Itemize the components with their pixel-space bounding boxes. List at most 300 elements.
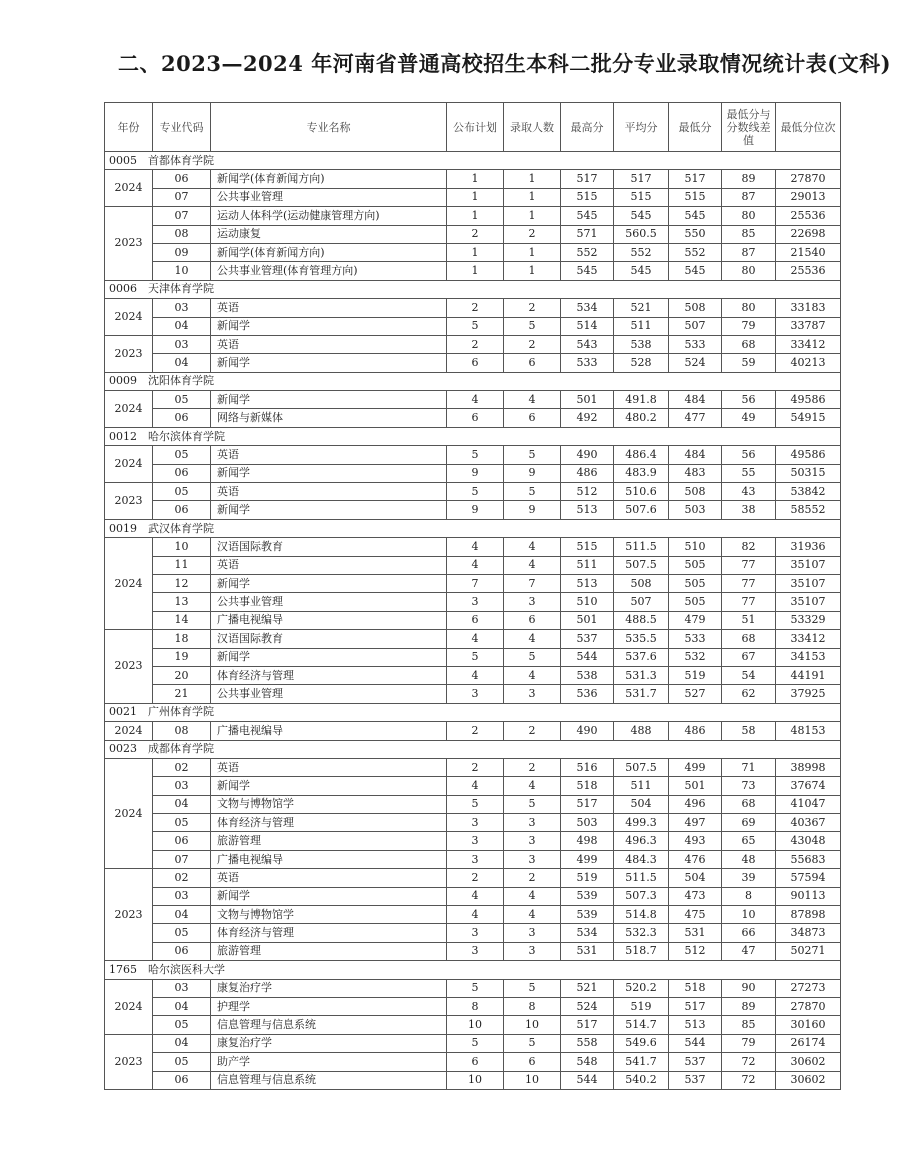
min-rank-cell: 25536 xyxy=(776,262,841,280)
min-score-cell: 473 xyxy=(669,887,722,905)
table-row xyxy=(105,666,841,684)
major-code-cell: 05 xyxy=(153,924,211,942)
max-score-cell: 515 xyxy=(561,538,614,556)
min-diff-cell: 55 xyxy=(722,464,776,482)
min-rank-cell: 30602 xyxy=(776,1053,841,1071)
avg-score-cell: 528 xyxy=(614,354,669,372)
min-diff-cell: 10 xyxy=(722,906,776,924)
table-row xyxy=(105,1053,841,1071)
table-row xyxy=(105,188,841,206)
admitted-cell: 4 xyxy=(504,538,561,556)
year-cell: 2024 xyxy=(105,170,153,207)
min-diff-cell: 65 xyxy=(722,832,776,850)
table-row xyxy=(105,299,841,317)
major-name-cell: 新闻学 xyxy=(211,777,447,795)
min-score-cell: 508 xyxy=(669,483,722,501)
plan-cell: 6 xyxy=(447,611,504,629)
plan-cell: 3 xyxy=(447,814,504,832)
table-row xyxy=(105,685,841,703)
plan-cell: 10 xyxy=(447,1016,504,1034)
major-name-cell: 文物与博物馆学 xyxy=(211,795,447,813)
major-code-cell: 21 xyxy=(153,685,211,703)
max-score-cell: 539 xyxy=(561,887,614,905)
major-code-cell: 05 xyxy=(153,483,211,501)
admitted-cell: 1 xyxy=(504,243,561,261)
avg-score-cell: 515 xyxy=(614,188,669,206)
max-score-cell: 517 xyxy=(561,170,614,188)
header-major-code: 专业代码 xyxy=(153,103,211,152)
major-name-cell: 旅游管理 xyxy=(211,832,447,850)
min-score-cell: 531 xyxy=(669,924,722,942)
max-score-cell: 558 xyxy=(561,1034,614,1052)
avg-score-cell: 484.3 xyxy=(614,850,669,868)
major-code-cell: 20 xyxy=(153,666,211,684)
plan-cell: 2 xyxy=(447,225,504,243)
major-name-cell: 汉语国际教育 xyxy=(211,538,447,556)
table-row xyxy=(105,942,841,960)
plan-cell: 4 xyxy=(447,391,504,409)
plan-cell: 5 xyxy=(447,317,504,335)
table-row xyxy=(105,630,841,648)
max-score-cell: 534 xyxy=(561,299,614,317)
avg-score-cell: 538 xyxy=(614,335,669,353)
admitted-cell: 2 xyxy=(504,299,561,317)
avg-score-cell: 480.2 xyxy=(614,409,669,427)
min-score-cell: 517 xyxy=(669,997,722,1015)
min-diff-cell: 62 xyxy=(722,685,776,703)
min-score-cell: 499 xyxy=(669,758,722,776)
min-score-cell: 497 xyxy=(669,814,722,832)
min-rank-cell: 27273 xyxy=(776,979,841,997)
min-score-cell: 496 xyxy=(669,795,722,813)
plan-cell: 3 xyxy=(447,924,504,942)
avg-score-cell: 521 xyxy=(614,299,669,317)
plan-cell: 1 xyxy=(447,170,504,188)
min-rank-cell: 57594 xyxy=(776,869,841,887)
plan-cell: 2 xyxy=(447,299,504,317)
school-row xyxy=(105,372,841,390)
avg-score-cell: 491.8 xyxy=(614,391,669,409)
header-major-name: 专业名称 xyxy=(211,103,447,152)
admitted-cell: 5 xyxy=(504,795,561,813)
page-title: 二、2023—2024 年河南省普通高校招生本科二批分专业录取情况统计表(文科) xyxy=(118,51,892,76)
min-rank-cell: 35107 xyxy=(776,574,841,592)
year-cell: 2023 xyxy=(105,869,153,961)
major-name-cell: 体育经济与管理 xyxy=(211,814,447,832)
min-score-cell: 532 xyxy=(669,648,722,666)
major-name-cell: 信息管理与信息系统 xyxy=(211,1016,447,1034)
major-name-cell: 运动康复 xyxy=(211,225,447,243)
avg-score-cell: 499.3 xyxy=(614,814,669,832)
year-cell: 2024 xyxy=(105,446,153,483)
major-name-cell: 康复治疗学 xyxy=(211,1034,447,1052)
min-score-cell: 508 xyxy=(669,299,722,317)
min-rank-cell: 48153 xyxy=(776,722,841,740)
admitted-cell: 4 xyxy=(504,777,561,795)
header-admitted: 录取人数 xyxy=(504,103,561,152)
avg-score-cell: 504 xyxy=(614,795,669,813)
major-name-cell: 新闻学 xyxy=(211,887,447,905)
admitted-cell: 4 xyxy=(504,887,561,905)
min-score-cell: 524 xyxy=(669,354,722,372)
avg-score-cell: 486.4 xyxy=(614,446,669,464)
table-row xyxy=(105,335,841,353)
min-diff-cell: 58 xyxy=(722,722,776,740)
min-diff-cell: 71 xyxy=(722,758,776,776)
major-code-cell: 07 xyxy=(153,188,211,206)
admitted-cell: 9 xyxy=(504,464,561,482)
major-name-cell: 英语 xyxy=(211,299,447,317)
min-diff-cell: 56 xyxy=(722,446,776,464)
table-row xyxy=(105,556,841,574)
max-score-cell: 499 xyxy=(561,850,614,868)
major-name-cell: 广播电视编导 xyxy=(211,611,447,629)
table-row xyxy=(105,262,841,280)
major-code-cell: 03 xyxy=(153,777,211,795)
major-name-cell: 英语 xyxy=(211,869,447,887)
major-name-cell: 护理学 xyxy=(211,997,447,1015)
plan-cell: 3 xyxy=(447,832,504,850)
table-row xyxy=(105,354,841,372)
max-score-cell: 513 xyxy=(561,501,614,519)
plan-cell: 5 xyxy=(447,795,504,813)
min-score-cell: 517 xyxy=(669,170,722,188)
admitted-cell: 2 xyxy=(504,335,561,353)
max-score-cell: 492 xyxy=(561,409,614,427)
school-row xyxy=(105,427,841,445)
plan-cell: 4 xyxy=(447,538,504,556)
major-name-cell: 新闻学(体育新闻方向) xyxy=(211,243,447,261)
header-year: 年份 xyxy=(105,103,153,152)
admitted-cell: 1 xyxy=(504,262,561,280)
school-name: 1765 哈尔滨医科大学 xyxy=(105,961,841,979)
max-score-cell: 501 xyxy=(561,611,614,629)
max-score-cell: 571 xyxy=(561,225,614,243)
major-code-cell: 06 xyxy=(153,170,211,188)
plan-cell: 1 xyxy=(447,243,504,261)
min-rank-cell: 33183 xyxy=(776,299,841,317)
school-name: 0019 武汉体育学院 xyxy=(105,519,841,537)
major-name-cell: 体育经济与管理 xyxy=(211,924,447,942)
min-diff-cell: 51 xyxy=(722,611,776,629)
year-cell: 2023 xyxy=(105,1034,153,1089)
avg-score-cell: 517 xyxy=(614,170,669,188)
major-name-cell: 公共事业管理 xyxy=(211,685,447,703)
max-score-cell: 510 xyxy=(561,593,614,611)
avg-score-cell: 483.9 xyxy=(614,464,669,482)
admitted-cell: 3 xyxy=(504,685,561,703)
plan-cell: 3 xyxy=(447,593,504,611)
admitted-cell: 4 xyxy=(504,906,561,924)
major-name-cell: 网络与新媒体 xyxy=(211,409,447,427)
table-row xyxy=(105,906,841,924)
plan-cell: 2 xyxy=(447,758,504,776)
admitted-cell: 1 xyxy=(504,188,561,206)
major-name-cell: 英语 xyxy=(211,483,447,501)
major-code-cell: 13 xyxy=(153,593,211,611)
table-row xyxy=(105,538,841,556)
admitted-cell: 4 xyxy=(504,630,561,648)
major-name-cell: 体育经济与管理 xyxy=(211,666,447,684)
table-row xyxy=(105,979,841,997)
major-code-cell: 08 xyxy=(153,722,211,740)
table-row xyxy=(105,574,841,592)
major-code-cell: 10 xyxy=(153,262,211,280)
min-rank-cell: 35107 xyxy=(776,593,841,611)
min-score-cell: 544 xyxy=(669,1034,722,1052)
min-rank-cell: 87898 xyxy=(776,906,841,924)
min-rank-cell: 27870 xyxy=(776,170,841,188)
min-diff-cell: 56 xyxy=(722,391,776,409)
table-row xyxy=(105,887,841,905)
major-name-cell: 公共事业管理 xyxy=(211,188,447,206)
admitted-cell: 6 xyxy=(504,1053,561,1071)
plan-cell: 4 xyxy=(447,556,504,574)
table-row xyxy=(105,611,841,629)
header-avg-score: 平均分 xyxy=(614,103,669,152)
header-min-score: 最低分 xyxy=(669,103,722,152)
major-name-cell: 广播电视编导 xyxy=(211,722,447,740)
avg-score-cell: 511 xyxy=(614,317,669,335)
max-score-cell: 512 xyxy=(561,483,614,501)
table-row xyxy=(105,1071,841,1089)
plan-cell: 1 xyxy=(447,207,504,225)
max-score-cell: 544 xyxy=(561,1071,614,1089)
max-score-cell: 552 xyxy=(561,243,614,261)
min-diff-cell: 77 xyxy=(722,556,776,574)
min-diff-cell: 79 xyxy=(722,1034,776,1052)
min-score-cell: 550 xyxy=(669,225,722,243)
min-diff-cell: 77 xyxy=(722,574,776,592)
major-name-cell: 新闻学 xyxy=(211,574,447,592)
max-score-cell: 539 xyxy=(561,906,614,924)
major-name-cell: 文物与博物馆学 xyxy=(211,906,447,924)
avg-score-cell: 541.7 xyxy=(614,1053,669,1071)
min-rank-cell: 38998 xyxy=(776,758,841,776)
year-cell: 2023 xyxy=(105,335,153,372)
max-score-cell: 544 xyxy=(561,648,614,666)
min-diff-cell: 72 xyxy=(722,1053,776,1071)
min-rank-cell: 40367 xyxy=(776,814,841,832)
school-name: 0023 成都体育学院 xyxy=(105,740,841,758)
admitted-cell: 5 xyxy=(504,979,561,997)
year-cell: 2024 xyxy=(105,722,153,740)
min-rank-cell: 25536 xyxy=(776,207,841,225)
school-name: 0012 哈尔滨体育学院 xyxy=(105,427,841,445)
table-row xyxy=(105,777,841,795)
plan-cell: 4 xyxy=(447,666,504,684)
plan-cell: 6 xyxy=(447,1053,504,1071)
major-name-cell: 新闻学 xyxy=(211,501,447,519)
max-score-cell: 490 xyxy=(561,446,614,464)
table-row xyxy=(105,446,841,464)
max-score-cell: 514 xyxy=(561,317,614,335)
plan-cell: 4 xyxy=(447,777,504,795)
avg-score-cell: 540.2 xyxy=(614,1071,669,1089)
avg-score-cell: 508 xyxy=(614,574,669,592)
plan-cell: 8 xyxy=(447,997,504,1015)
min-diff-cell: 72 xyxy=(722,1071,776,1089)
table-row xyxy=(105,501,841,519)
min-score-cell: 477 xyxy=(669,409,722,427)
min-score-cell: 512 xyxy=(669,942,722,960)
table-row xyxy=(105,1016,841,1034)
table-row xyxy=(105,648,841,666)
min-diff-cell: 47 xyxy=(722,942,776,960)
max-score-cell: 536 xyxy=(561,685,614,703)
major-name-cell: 公共事业管理(体育管理方向) xyxy=(211,262,447,280)
admitted-cell: 5 xyxy=(504,483,561,501)
plan-cell: 1 xyxy=(447,188,504,206)
min-score-cell: 505 xyxy=(669,574,722,592)
min-score-cell: 527 xyxy=(669,685,722,703)
max-score-cell: 531 xyxy=(561,942,614,960)
major-name-cell: 英语 xyxy=(211,556,447,574)
header-max-score: 最高分 xyxy=(561,103,614,152)
year-cell: 2023 xyxy=(105,630,153,704)
admitted-cell: 5 xyxy=(504,1034,561,1052)
min-score-cell: 484 xyxy=(669,446,722,464)
admitted-cell: 9 xyxy=(504,501,561,519)
school-name: 0006 天津体育学院 xyxy=(105,280,841,298)
min-score-cell: 513 xyxy=(669,1016,722,1034)
table-row xyxy=(105,409,841,427)
plan-cell: 10 xyxy=(447,1071,504,1089)
table-row xyxy=(105,869,841,887)
plan-cell: 9 xyxy=(447,464,504,482)
max-score-cell: 519 xyxy=(561,869,614,887)
major-code-cell: 18 xyxy=(153,630,211,648)
plan-cell: 6 xyxy=(447,409,504,427)
min-rank-cell: 58552 xyxy=(776,501,841,519)
school-name: 0009 沈阳体育学院 xyxy=(105,372,841,390)
major-code-cell: 06 xyxy=(153,832,211,850)
admitted-cell: 10 xyxy=(504,1071,561,1089)
major-code-cell: 10 xyxy=(153,538,211,556)
min-rank-cell: 37674 xyxy=(776,777,841,795)
plan-cell: 1 xyxy=(447,262,504,280)
table-row xyxy=(105,832,841,850)
min-diff-cell: 82 xyxy=(722,538,776,556)
admission-table xyxy=(104,102,841,1090)
major-code-cell: 08 xyxy=(153,225,211,243)
min-rank-cell: 31936 xyxy=(776,538,841,556)
min-rank-cell: 30602 xyxy=(776,1071,841,1089)
min-diff-cell: 79 xyxy=(722,317,776,335)
table-row xyxy=(105,483,841,501)
major-name-cell: 英语 xyxy=(211,758,447,776)
avg-score-cell: 510.6 xyxy=(614,483,669,501)
min-rank-cell: 44191 xyxy=(776,666,841,684)
min-score-cell: 493 xyxy=(669,832,722,850)
min-rank-cell: 35107 xyxy=(776,556,841,574)
plan-cell: 5 xyxy=(447,979,504,997)
major-code-cell: 06 xyxy=(153,464,211,482)
major-name-cell: 新闻学 xyxy=(211,464,447,482)
min-score-cell: 510 xyxy=(669,538,722,556)
avg-score-cell: 545 xyxy=(614,207,669,225)
min-rank-cell: 50271 xyxy=(776,942,841,960)
min-diff-cell: 68 xyxy=(722,335,776,353)
min-rank-cell: 53842 xyxy=(776,483,841,501)
major-code-cell: 06 xyxy=(153,501,211,519)
table-row xyxy=(105,225,841,243)
table-body xyxy=(105,152,841,1090)
max-score-cell: 516 xyxy=(561,758,614,776)
avg-score-cell: 545 xyxy=(614,262,669,280)
school-row xyxy=(105,152,841,170)
avg-score-cell: 514.7 xyxy=(614,1016,669,1034)
min-diff-cell: 66 xyxy=(722,924,776,942)
min-diff-cell: 87 xyxy=(722,243,776,261)
max-score-cell: 511 xyxy=(561,556,614,574)
admitted-cell: 2 xyxy=(504,225,561,243)
min-rank-cell: 55683 xyxy=(776,850,841,868)
min-score-cell: 479 xyxy=(669,611,722,629)
avg-score-cell: 511.5 xyxy=(614,538,669,556)
max-score-cell: 537 xyxy=(561,630,614,648)
min-score-cell: 484 xyxy=(669,391,722,409)
max-score-cell: 545 xyxy=(561,262,614,280)
min-rank-cell: 50315 xyxy=(776,464,841,482)
year-cell: 2024 xyxy=(105,391,153,428)
min-rank-cell: 90113 xyxy=(776,887,841,905)
admission-table-container xyxy=(104,102,840,1090)
plan-cell: 9 xyxy=(447,501,504,519)
min-score-cell: 545 xyxy=(669,207,722,225)
school-row xyxy=(105,961,841,979)
avg-score-cell: 507.5 xyxy=(614,556,669,574)
header-plan: 公布计划 xyxy=(447,103,504,152)
min-diff-cell: 85 xyxy=(722,1016,776,1034)
min-score-cell: 507 xyxy=(669,317,722,335)
admitted-cell: 6 xyxy=(504,611,561,629)
table-row xyxy=(105,997,841,1015)
max-score-cell: 498 xyxy=(561,832,614,850)
major-name-cell: 公共事业管理 xyxy=(211,593,447,611)
max-score-cell: 524 xyxy=(561,997,614,1015)
min-diff-cell: 69 xyxy=(722,814,776,832)
min-diff-cell: 49 xyxy=(722,409,776,427)
min-diff-cell: 48 xyxy=(722,850,776,868)
min-score-cell: 537 xyxy=(669,1071,722,1089)
min-diff-cell: 39 xyxy=(722,869,776,887)
admitted-cell: 3 xyxy=(504,850,561,868)
min-diff-cell: 8 xyxy=(722,887,776,905)
table-row xyxy=(105,593,841,611)
max-score-cell: 517 xyxy=(561,795,614,813)
min-diff-cell: 59 xyxy=(722,354,776,372)
max-score-cell: 543 xyxy=(561,335,614,353)
min-diff-cell: 73 xyxy=(722,777,776,795)
max-score-cell: 538 xyxy=(561,666,614,684)
admitted-cell: 3 xyxy=(504,593,561,611)
table-row xyxy=(105,1034,841,1052)
avg-score-cell: 532.3 xyxy=(614,924,669,942)
school-row xyxy=(105,519,841,537)
max-score-cell: 545 xyxy=(561,207,614,225)
min-rank-cell: 49586 xyxy=(776,391,841,409)
plan-cell: 3 xyxy=(447,942,504,960)
min-rank-cell: 54915 xyxy=(776,409,841,427)
admitted-cell: 10 xyxy=(504,1016,561,1034)
min-rank-cell: 33412 xyxy=(776,630,841,648)
avg-score-cell: 537.6 xyxy=(614,648,669,666)
avg-score-cell: 560.5 xyxy=(614,225,669,243)
max-score-cell: 534 xyxy=(561,924,614,942)
major-code-cell: 05 xyxy=(153,1053,211,1071)
avg-score-cell: 519 xyxy=(614,997,669,1015)
